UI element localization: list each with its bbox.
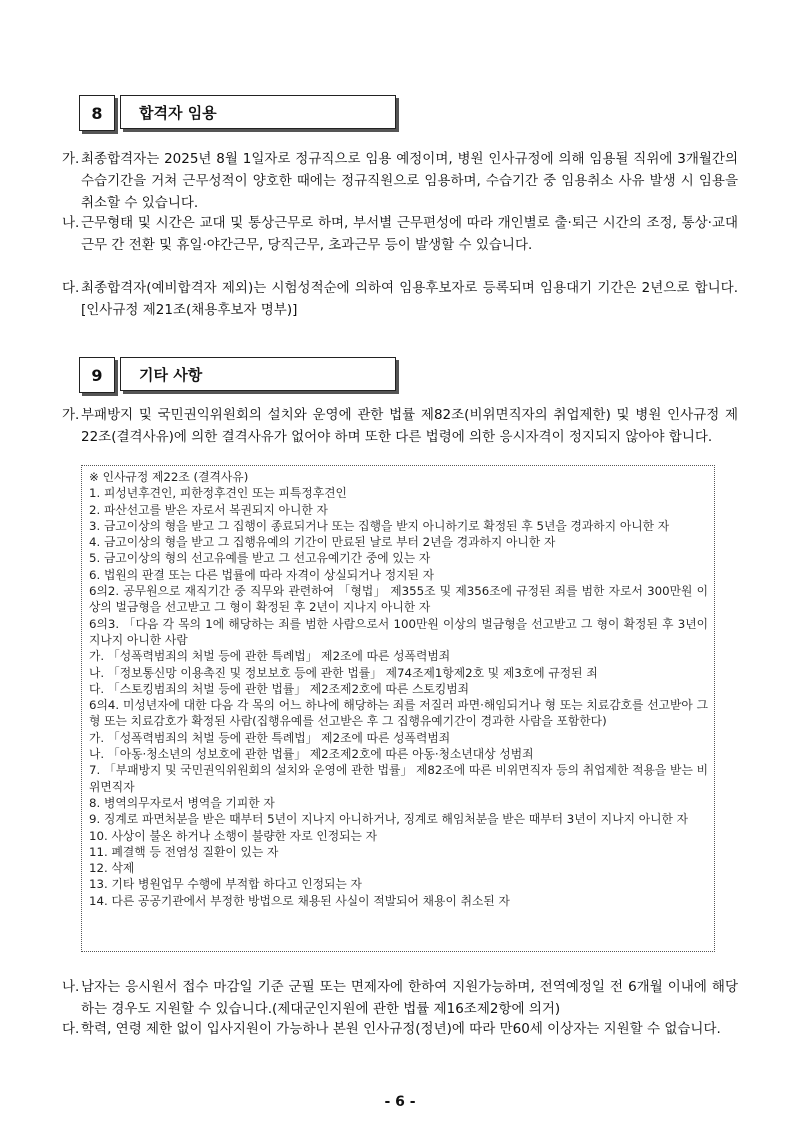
notice-line: 7. 「부패방지 및 국민권익위원회의 설치와 운영에 관한 법률」 제82조에 따른 비위면직자 등의 취업제한 적용을 받는 비위면직자 (89, 763, 708, 794)
section-9-title: 기타 사항 (120, 357, 396, 391)
notice-line: ※ 인사규정 제22조 (결격사유) (89, 470, 249, 484)
disqualification-notice-box (81, 465, 715, 952)
s9-item-c-text: 학력, 연령 제한 없이 입사지원이 가능하나 본원 인사규정(정년)에 따라 만60세 이상자는 지원할 수 없습니다. (81, 1021, 721, 1037)
notice-line: 6의4. 미성년자에 대한 다음 각 목의 어느 하나에 해당하는 죄를 저질러 파면·해임되거나 형 또는 치료감호를 선고받아 그 형 또는 치료감호가 확정된 사람(집행유예를 선고받은 후 그 집행유예기간이 경과한 사람을 포함한다) (89, 698, 708, 729)
notice-line: 11. 폐결핵 등 전염성 질환이 있는 자 (89, 844, 279, 859)
section-8-number: 8 (79, 95, 115, 131)
notice-line: 6. 법원의 판결 또는 다른 법률에 따라 자격이 상실되거나 정지된 자 (89, 567, 435, 582)
s8-item-b-text: 근무형태 및 시간은 교대 및 통상근무로 하며, 부서별 근무편성에 따라 개인별로 출·퇴근 시간의 조정, 통상·교대근무 간 전환 및 휴일·야간근무, 당직근무, 초과근무 등이 발생할 수 있습니다. (81, 215, 738, 253)
notice-line: 6의2. 공무원으로 재직기간 중 직무와 관련하여 「형법」 제355조 및 제356조에 규정된 죄를 범한 자로서 300만원 이상의 벌금형을 선고받고 그 형이 확정된 후 2년이 지나지 아니한 자 (89, 584, 708, 615)
s9-item-a-marker: 가. (62, 407, 80, 423)
notice-line: 3. 금고이상의 형을 받고 그 집행이 종료되거나 또는 집행을 받지 아니하기로 확정된 후 5년을 경과하지 아니한 자 (89, 518, 670, 533)
s9-item-c (62, 1018, 738, 1040)
notice-line: 가. 「성폭력범죄의 처벌 등에 관한 특례법」 제2조에 따른 성폭력범죄 (89, 649, 451, 664)
s9-item-b (62, 976, 738, 1020)
s8-item-b-marker: 나. (62, 215, 80, 231)
s8-item-a-text: 최종합격자는 2025년 8월 1일자로 정규직으로 임용 예정이며, 병원 인사규정에 의해 임용될 직위에 3개월간의 수습기간을 거쳐 근무성적이 양호한 때에는 정규직원으로 임용하며, 수습기간 중 임용취소 사유 발생 시 임용을 취소할 수 있습니다. (81, 151, 738, 211)
s8-item-b (62, 212, 738, 256)
notice-line: 4. 금고이상의 형을 받고 그 집행유예의 기간이 만료된 날로 부터 2년을 경과하지 아니한 자 (89, 535, 556, 550)
s9-item-a-text: 부패방지 및 국민권익위원회의 설치와 운영에 관한 법률 제82조(비위면직자의 취업제한) 및 병원 인사규정 제22조(결격사유)에 의한 결격사유가 없어야 하며 또한 다른 법령에 의한 응시자격이 정지되지 않아야 합니다. (81, 407, 738, 445)
s8-item-a-marker: 가. (62, 151, 80, 167)
notice-line: 9. 징계로 파면처분을 받은 때부터 5년이 지나지 아니하거나, 징계로 해임처분을 받은 때부터 3년이 지나지 아니한 자 (89, 812, 689, 827)
notice-line: 가. 「성폭력범죄의 처벌 등에 관한 특례법」 제2조에 따른 성폭력범죄 (89, 730, 451, 745)
notice-line: 다. 「스토킹범죄의 처벌 등에 관한 법률」 제2조제2호에 따른 스토킹범죄 (89, 681, 470, 696)
notice-line: 나. 「아동·청소년의 성보호에 관한 법률」 제2조제2호에 따른 아동·청소년대상 성범죄 (89, 747, 534, 762)
s8-item-a (62, 148, 738, 214)
notice-line: 13. 기타 병원업무 수행에 부적합 하다고 인정되는 자 (89, 877, 362, 892)
notice-line: 8. 병역의무자로서 병역을 기피한 자 (89, 795, 275, 810)
notice-line: 5. 금고이상의 형의 선고유예를 받고 그 선고유예기간 중에 있는 자 (89, 551, 431, 566)
notice-line: 나. 「정보통신망 이용촉진 및 정보보호 등에 관한 법률」 제74조제1항제2호 및 제3호에 규정된 죄 (89, 665, 598, 680)
section-8-title: 합격자 임용 (120, 95, 396, 129)
s9-item-b-marker: 나. (62, 979, 80, 995)
page-number: - 6 - (384, 1094, 416, 1110)
s9-item-b-text: 남자는 응시원서 접수 마감일 기준 군필 또는 면제자에 한하여 지원가능하며, 전역예정일 전 6개월 이내에 해당하는 경우도 지원할 수 있습니다.(제대군인지원에 관한 법률 제16조제2항에 의거) (81, 979, 738, 1017)
notice-line: 6의3. 「다음 각 목의 1에 해당하는 죄를 범한 사람으로서 100만원 이상의 벌금형을 선고받고 그 형이 확정된 후 3년이 지나지 아니한 사람 (89, 616, 708, 647)
s8-item-c (62, 277, 738, 321)
s9-item-a (62, 404, 738, 448)
notice-line: 1. 피성년후견인, 피한정후견인 또는 피특정후견인 (89, 486, 347, 501)
notice-line: 14. 다른 공공기관에서 부정한 방법으로 채용된 사실이 적발되어 채용이 취소된 자 (89, 893, 510, 908)
notice-line: 10. 사상이 불온 하거나 소행이 불량한 자로 인정되는 자 (89, 828, 378, 843)
s9-item-c-marker: 다. (62, 1021, 80, 1037)
section-8-header (79, 95, 400, 133)
notice-line: 2. 파산선고를 받은 자로서 복권되지 아니한 자 (89, 502, 328, 517)
s8-item-c-marker: 다. (62, 280, 80, 296)
section-9-number: 9 (79, 357, 115, 393)
s8-item-c-text: 최종합격자(예비합격자 제외)는 시험성적순에 의하여 임용후보자로 등록되며 임용대기 기간은 2년으로 합니다.[인사규정 제21조(채용후보자 명부)] (81, 280, 738, 318)
notice-line: 12. 삭제 (89, 861, 135, 876)
section-9-header (79, 357, 400, 395)
